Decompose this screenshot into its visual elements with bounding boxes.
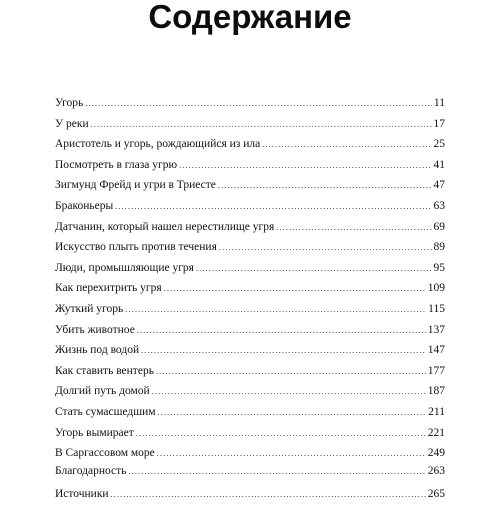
- toc-entry: [55, 217, 445, 238]
- toc-entry-page: 263: [427, 465, 445, 477]
- toc-entry: [55, 299, 445, 320]
- dot-leader: [115, 197, 431, 218]
- toc-entry-page: 177: [427, 364, 445, 377]
- toc-entry-page: 211: [428, 405, 445, 418]
- toc-entry: [55, 93, 445, 114]
- toc-entry-page: 137: [427, 323, 445, 336]
- toc-entry-page: 147: [427, 344, 445, 357]
- dot-leader: [219, 238, 432, 259]
- toc-entry-title: Долгий путь домой: [55, 385, 150, 398]
- back-matter-list: [55, 460, 445, 506]
- toc-entry: [55, 155, 445, 176]
- dot-leader: [158, 403, 427, 424]
- toc-entry: [55, 483, 445, 506]
- toc-entry-page: 47: [433, 179, 445, 192]
- toc-entry: [55, 423, 445, 444]
- toc-entry-title: Источники: [55, 488, 109, 500]
- toc-entry-title: Как перехитрить угря: [55, 282, 162, 295]
- toc-entry-page: 115: [428, 302, 445, 315]
- toc-entry-title: Зигмунд Фрейд и угри в Триесте: [55, 179, 216, 192]
- dot-leader: [111, 483, 426, 506]
- toc-entry: [55, 460, 445, 483]
- toc-entry-title: Искусство плыть против течения: [55, 241, 217, 254]
- toc-entry-page: 187: [427, 385, 445, 398]
- dot-leader: [196, 259, 432, 280]
- dot-leader: [164, 279, 426, 300]
- dot-leader: [179, 156, 431, 177]
- toc-entry: [55, 361, 445, 382]
- toc-entry: [55, 278, 445, 299]
- toc-entry-page: 63: [433, 199, 445, 212]
- dot-leader: [276, 218, 431, 239]
- dot-leader: [125, 300, 426, 321]
- toc-entry-title: Убить животное: [55, 323, 135, 336]
- toc-entry: [55, 196, 445, 217]
- toc-entry: [55, 381, 445, 402]
- dot-leader: [85, 94, 432, 115]
- toc-entry-title: Стать сумасшедшим: [55, 405, 156, 418]
- toc-entry: [55, 340, 445, 361]
- toc-entry: [55, 237, 445, 258]
- toc-entry-title: Браконьеры: [55, 199, 114, 212]
- toc-entry-page: 249: [427, 447, 445, 460]
- toc-entry-page: 265: [427, 488, 445, 500]
- toc-entry-title: Жизнь под водой: [55, 344, 140, 357]
- toc-entry-page: 11: [433, 97, 445, 109]
- toc-entry-page: 109: [427, 282, 445, 295]
- dot-leader: [91, 115, 432, 136]
- toc-entry-page: 69: [433, 220, 445, 233]
- toc-entry: [55, 320, 445, 341]
- dot-leader: [141, 341, 426, 362]
- toc-entry-title: Жуткий угорь: [55, 302, 124, 315]
- toc-entry-title: Аристотель и угорь, рождающийся из ила: [55, 138, 261, 151]
- toc-entry-page: 41: [433, 158, 445, 171]
- toc-entry: [55, 175, 445, 196]
- toc-entry: [55, 258, 445, 279]
- toc-entry-title: Угорь: [55, 97, 84, 109]
- toc-entry: [55, 114, 445, 135]
- toc-entry-title: Угорь вымирает: [55, 426, 134, 439]
- toc-entry-title: Как ставить вентерь: [55, 364, 154, 377]
- toc-entry-page: 25: [433, 138, 445, 151]
- toc-entry-title: Люди, промышляющие угря: [55, 261, 194, 274]
- toc-entry-title: Посмотреть в глаза угрю: [55, 158, 178, 171]
- toc-entry-page: 221: [427, 426, 445, 439]
- page-title: Содержание: [148, 0, 352, 35]
- toc-entry-title: В Саргассовом море: [55, 447, 155, 460]
- dot-leader: [218, 176, 432, 197]
- toc-entry-title: У реки: [55, 117, 89, 130]
- dot-leader: [156, 362, 426, 383]
- toc-entry: [55, 134, 445, 155]
- dot-leader: [152, 382, 426, 403]
- toc-entry: [55, 402, 445, 423]
- dot-leader: [136, 424, 426, 445]
- toc-entry-page: 95: [433, 261, 445, 274]
- dot-leader: [137, 321, 426, 342]
- toc-entry-title: Благодарность: [55, 465, 127, 477]
- toc-entry-page: 89: [433, 241, 445, 254]
- dot-leader: [128, 460, 425, 483]
- toc-entry-title: Датчанин, который нашел нерестилище угря: [55, 220, 275, 233]
- chapter-list: [55, 93, 445, 464]
- dot-leader: [262, 135, 431, 156]
- toc-entry-page: 17: [433, 117, 445, 130]
